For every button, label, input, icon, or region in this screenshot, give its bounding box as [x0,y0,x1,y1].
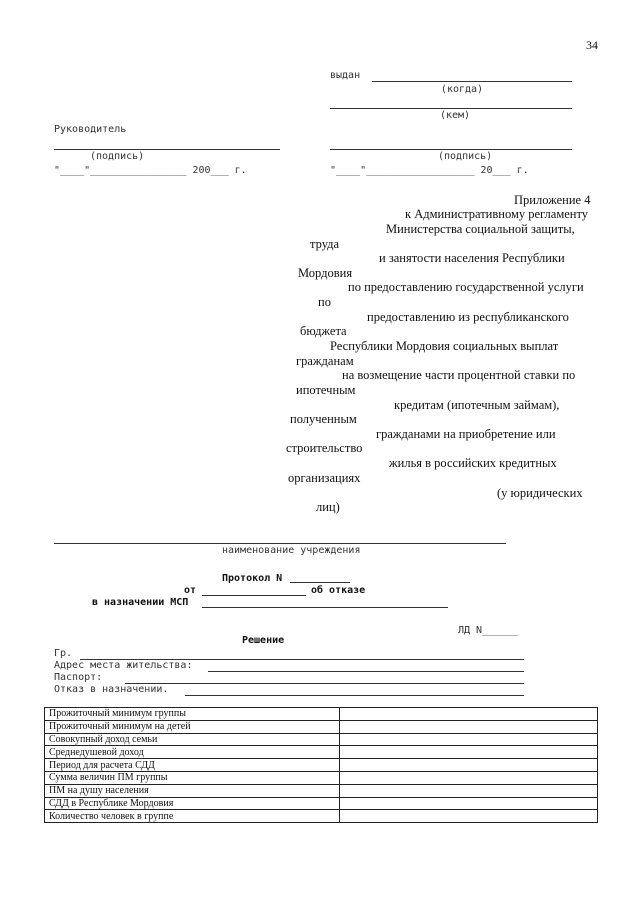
protocol-number-line[interactable] [290,582,350,583]
head-role-label: Руководитель [54,124,127,135]
table-cell-value[interactable] [340,759,598,772]
table-cell-value[interactable] [340,810,598,823]
issued-by-line[interactable] [330,108,572,109]
appendix-line: строительство [286,441,363,455]
appendix-line: бюджета [300,324,347,338]
table-cell-label: СДД в Республике Мордовия [45,797,340,810]
decision-passport-line[interactable] [125,683,524,684]
table-row [45,771,598,784]
table-row [45,733,598,746]
right-signature-caption: (подпись) [438,151,493,162]
appendix-line: труда [310,237,340,251]
appendix-line: (у юридических [497,486,583,500]
appendix-line: Министерства социальной защиты, [386,222,575,236]
table-row [45,708,598,721]
issued-label: выдан [330,70,361,81]
protocol-refusal-label: об отказе [311,585,366,596]
appendix-line: полученным [290,412,357,426]
page-number: 34 [586,38,598,52]
left-date-line: "____"________________ 200___ г. [54,165,247,176]
table-cell-value[interactable] [340,771,598,784]
appendix-line: жилья в российских кредитных [389,456,557,470]
decision-title: Решение [242,635,285,646]
table-row [45,784,598,797]
issued-when-line[interactable] [372,81,572,82]
calculation-table [44,707,598,823]
appendix-line: гражданам [296,354,354,368]
protocol-from-label: от [184,585,197,596]
appendix-line: и занятости населения Республики [379,251,565,265]
appendix-line: организациях [288,471,361,485]
table-cell-label: Прожиточный минимум группы [45,708,340,721]
decision-field-refusal: Отказ в назначении. [54,684,169,695]
table-row [45,759,598,772]
appendix-line: по [318,295,331,309]
decision-address-line[interactable] [208,671,524,672]
decision-refusal-line[interactable] [185,695,524,696]
ld-number-label: ЛД N______ [458,625,519,636]
table-row [45,810,598,823]
protocol-date-line[interactable] [202,595,306,596]
appendix-line: по предоставлению государственной услуги [348,280,584,294]
table-cell-label: Совокупный доход семьи [45,733,340,746]
institution-line[interactable] [54,543,506,544]
table-cell-value[interactable] [340,797,598,810]
issued-by-caption: (кем) [439,110,471,121]
protocol-msp-label: в назначении МСП [92,597,189,608]
decision-field-passport: Паспорт: [54,672,103,683]
decision-field-citizen: Гр. [54,648,73,659]
left-signature-caption: (подпись) [90,151,145,162]
table-row [45,797,598,810]
issued-when-caption: (когда) [440,84,484,95]
protocol-msp-line[interactable] [202,607,448,608]
table-cell-value[interactable] [340,708,598,721]
table-cell-label: Сумма величин ПМ группы [45,771,340,784]
left-signature-line[interactable] [54,149,280,150]
table-cell-value[interactable] [340,746,598,759]
appendix-line: Республики Мордовия социальных выплат [330,339,559,353]
table-row [45,720,598,733]
right-date-line: "____"__________________ 20___ г. [330,165,529,176]
appendix-line: гражданами на приобретение или [376,427,556,441]
table-cell-label: Прожиточный минимум на детей [45,720,340,733]
decision-field-address: Адрес места жительства: [54,660,193,671]
table-cell-label: Период для расчета СДД [45,759,340,772]
table-cell-label: Количество человек в группе [45,810,340,823]
table-cell-label: ПМ на душу населения [45,784,340,797]
appendix-line: предоставлению из республиканского [367,310,569,324]
table-cell-value[interactable] [340,720,598,733]
protocol-title: Протокол N [222,573,283,584]
table-row [45,746,598,759]
appendix-line: лиц) [316,500,340,514]
appendix-line: Приложение 4 [514,193,591,207]
appendix-line: кредитам (ипотечным займам), [394,398,560,412]
table-cell-value[interactable] [340,784,598,797]
appendix-line: ипотечным [296,383,356,397]
appendix-line: Мордовия [298,266,353,280]
table-cell-value[interactable] [340,733,598,746]
institution-caption: наименование учреждения [222,545,361,556]
appendix-line: к Административному регламенту [405,207,589,221]
appendix-line: на возмещение части процентной ставки по [342,368,576,382]
table-cell-label: Среднедушевой доход [45,746,340,759]
right-signature-line[interactable] [330,149,572,150]
